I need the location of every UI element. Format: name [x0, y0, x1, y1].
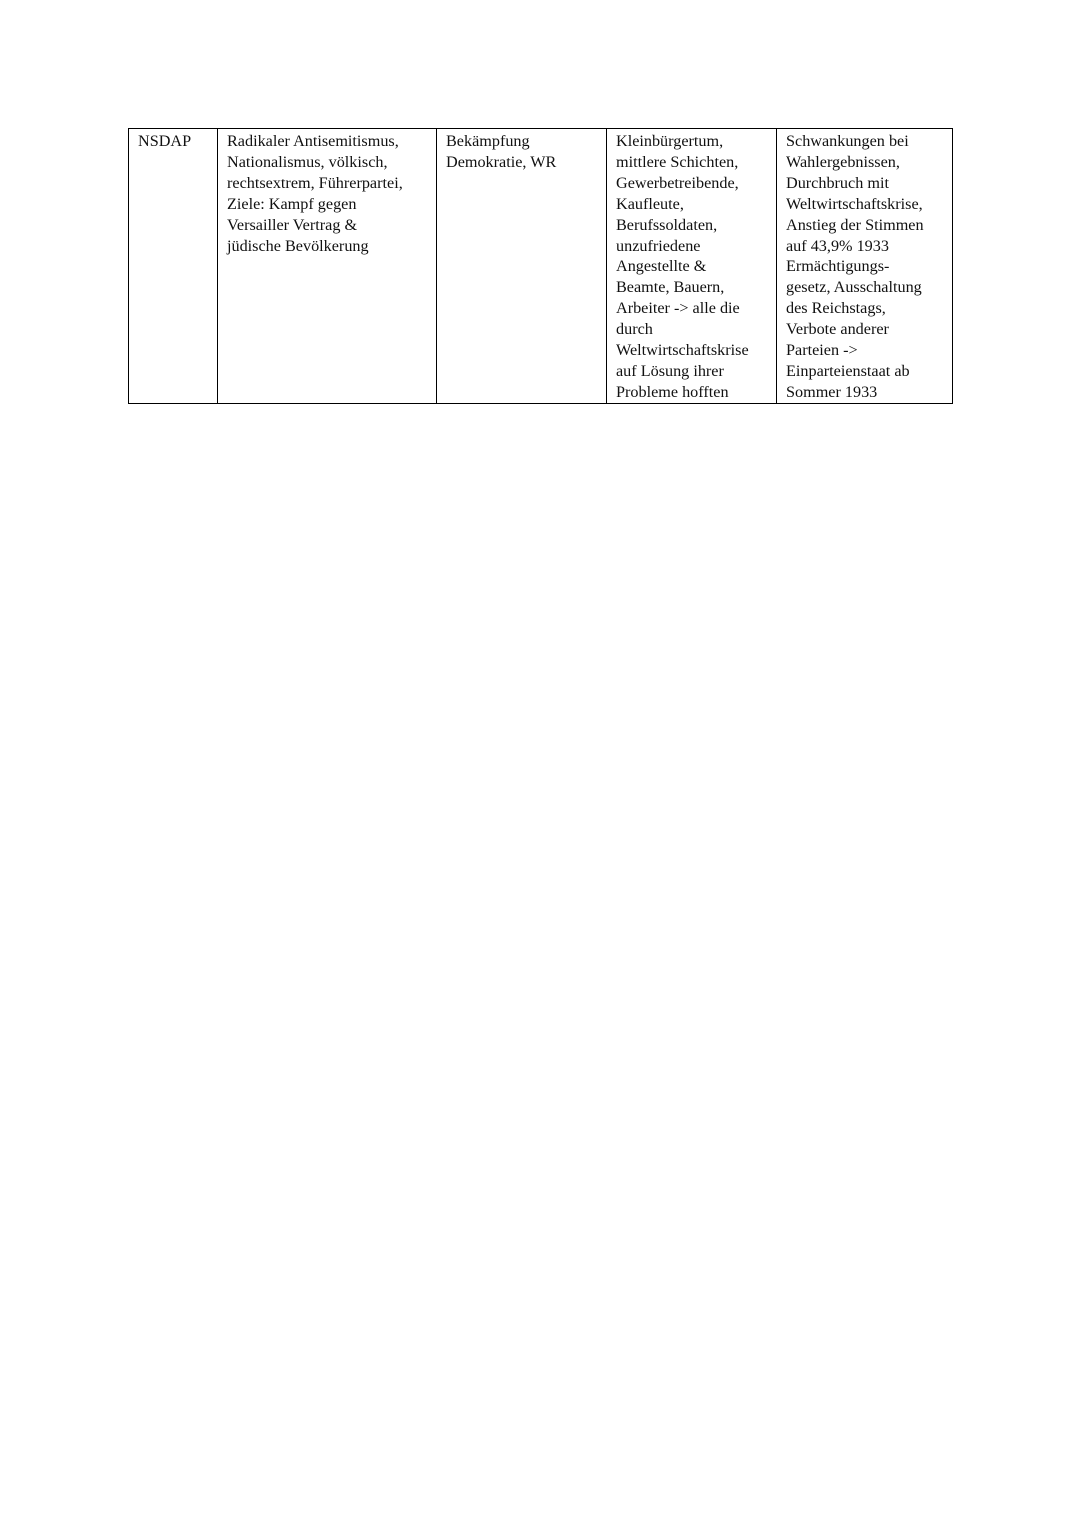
stance-line: Demokratie, WR [446, 152, 557, 171]
voters-line: mittlere Schichten, [616, 152, 739, 171]
voters-line: Angestellte & [616, 257, 707, 276]
party-name: NSDAP [138, 132, 192, 150]
voters-cell [607, 129, 777, 404]
development-line: Schwankungen bei [786, 132, 909, 150]
development-line: auf 43,9% 1933 [786, 236, 889, 255]
ideology-cell [218, 129, 437, 404]
ideology-line: Ziele: Kampf gegen [227, 194, 357, 213]
stance-line: Bekämpfung [446, 132, 530, 150]
development-line: des Reichstags, [786, 299, 886, 318]
ideology-line: Versailler Vertrag & [227, 215, 358, 234]
voters-line: Kleinbürgertum, [616, 132, 724, 150]
development-line: Weltwirtschaftskrise, [786, 194, 923, 213]
voters-line: unzufriedene [616, 236, 701, 255]
development-line: Anstieg der Stimmen [786, 215, 924, 234]
voters-line: Gewerbetreibende, [616, 173, 739, 192]
table-row [129, 129, 953, 404]
development-line: Sommer 1933 [786, 382, 878, 401]
development-line: Verbote anderer [786, 320, 889, 339]
voters-line: Probleme hofften [616, 382, 729, 401]
development-line: Einparteienstaat ab [786, 361, 910, 380]
party-table [128, 128, 953, 404]
development-line: Ermächtigungs- [786, 257, 890, 276]
development-line: Durchbruch mit [786, 173, 889, 192]
ideology-line: Nationalismus, völkisch, [227, 152, 388, 171]
development-cell [777, 129, 953, 404]
development-line: gesetz, Ausschaltung [786, 278, 922, 297]
development-line: Wahlergebnissen, [786, 152, 900, 171]
voters-line: auf Lösung ihrer [616, 361, 724, 380]
ideology-line: Radikaler Antisemitismus, [227, 132, 399, 150]
stance-cell [437, 129, 607, 404]
voters-line: Berufssoldaten, [616, 215, 718, 234]
voters-line: durch [616, 320, 653, 339]
ideology-line: jüdische Bevölkerung [227, 236, 369, 255]
voters-line: Arbeiter -> alle die [616, 299, 740, 318]
party-name-cell [129, 129, 218, 404]
voters-line: Beamte, Bauern, [616, 278, 725, 297]
development-line: Parteien -> [786, 341, 858, 360]
ideology-line: rechtsextrem, Führerpartei, [227, 173, 403, 192]
voters-line: Kaufleute, [616, 194, 684, 213]
voters-line: Weltwirtschaftskrise [616, 341, 749, 360]
